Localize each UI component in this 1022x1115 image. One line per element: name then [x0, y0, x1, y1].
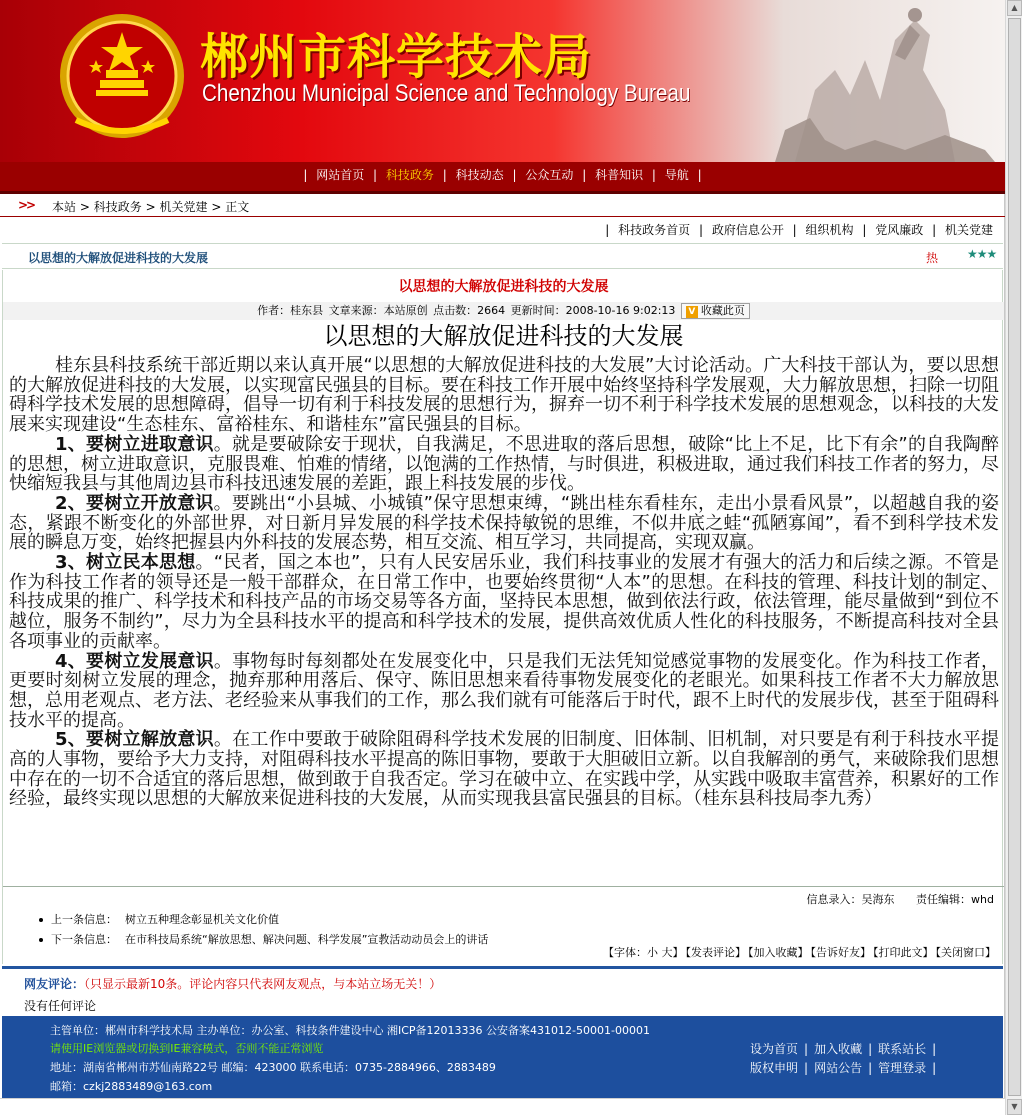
- paragraph: 桂东县科技系统干部近期以来认真开展“以思想的大解放促进科技的大发展”大讨论活动。广大科技干部认为，要以思想的大解放促进科技的大发展，以实现富民强县的目标。要在科技工作开展中始终坚持科学发展观，大力解放思想，扫除一切阻碍科学技术发展的思想障碍，倡导一切有利于科技发展的思想行为，摒弃一切不利于科学技术发展的思想观念，以科技的大发展来实现建设“生态桂东、富裕桂东、和谐桂东”富民强县的目标。: [9, 355, 999, 436]
- footer-line-browser-notice: 请使用IE浏览器或切换到IE兼容模式，否则不能正常浏览: [50, 1042, 324, 1055]
- font-size-tool[interactable]: 【字体：小 大】: [603, 946, 684, 959]
- paragraph: 2、要树立开放意识。要跳出“小县城、小城镇”保守思想束缚，“跳出桂东看桂东，走出小景看风景”，以超越自我的姿态，紧跟不断变化的外部世界，对日新月异发展的科学技术保持敏锐的思维，不似井底之蛙“孤陋寡闻”，看不到科学技术发展的瞬息万变，始终把握县内外科技的发展态势，相互交流、相互学习，共同提高，实现双赢。: [9, 492, 999, 554]
- post-comment-tool[interactable]: 【发表评论】: [685, 946, 746, 959]
- next-article-link[interactable]: 在市科技局系统“解放思想、解决问题、科学发展”宣教活动动员会上的讲话: [125, 933, 489, 946]
- main-nav: | 网站首页 | 科技政务 | 科技动态 | 公众互动 | 科普知识 | 导航 |: [0, 162, 1005, 194]
- comments-empty: 没有任何评论: [24, 999, 97, 1013]
- set-homepage-link[interactable]: 设为首页: [750, 1042, 799, 1056]
- subnav-info-disclosure[interactable]: 政府信息公开: [711, 223, 784, 237]
- breadcrumb-current: 正文: [225, 200, 250, 214]
- breadcrumb: >> 本站 > 科技政务 > 机关党建 > 正文: [18, 198, 250, 214]
- favorite-page-button[interactable]: V 收藏此页: [681, 303, 750, 319]
- subnav-party-building[interactable]: 机关党建: [944, 223, 993, 237]
- sub-nav: | 科技政务首页 | 政府信息公开 | 组织机构 | 党风廉政 | 机关党建: [605, 223, 993, 237]
- scroll-thumb[interactable]: [1008, 18, 1021, 1096]
- horizontal-scrollbar[interactable]: [0, 1098, 1005, 1115]
- article-red-title: 以思想的大解放促进科技的大发展: [398, 279, 609, 295]
- scroll-up-icon[interactable]: ▲: [1007, 0, 1022, 16]
- comments-section: [2, 966, 1003, 1016]
- paragraph: 3、树立民本思想。“民者，国之本也”，只有人民安居乐业，我们科技事业的发展才有强大的活力和后续之源。不管是作为科技工作者的领导还是一般干部群众，在日常工作中，也要始终贯彻“人本”的思想。在科技的管理、科技计划的制定、科技成果的推广、科学技术和科技产品的市场交易等各方面，坚持民本思想，做到依法行政，依法管理，能尽量做到“到位不越位，服务不制约”，尽力为全县科技水平的提高和科学技术的发展，提供高效优质人性化的科技服务，不断提高科技对全县各项事业的贡献率。: [9, 552, 999, 652]
- footer-links-row1: 设为首页 | 加入收藏 | 联系站长 |: [750, 1042, 937, 1056]
- bullet-icon: [39, 938, 43, 942]
- copyright-link[interactable]: 版权申明: [750, 1061, 799, 1075]
- article-credits: [3, 886, 1004, 906]
- subnav-integrity[interactable]: 党风廉政: [875, 223, 924, 237]
- nav-item-government[interactable]: 科技政务: [385, 168, 434, 182]
- footer-line-email: 邮箱：czkj2883489@163.com: [50, 1080, 213, 1093]
- article-tools: [3, 944, 1004, 962]
- add-favorite-tool[interactable]: 【加入收藏】: [748, 946, 809, 959]
- breadcrumb-arrows-icon: >>: [18, 198, 35, 212]
- nav-item-home[interactable]: 网站首页: [316, 168, 365, 182]
- rating-stars-icon: ★★★: [967, 247, 997, 261]
- next-article: 下一条信息： 在市科技局系统“解放思想、解决问题、科学发展”宣教活动动员会上的讲话: [39, 930, 488, 950]
- contact-admin-link[interactable]: 联系站长: [878, 1042, 927, 1056]
- tell-friend-tool[interactable]: 【告诉好友】: [810, 946, 871, 959]
- prev-article: 上一条信息： 树立五种理念彰显机关文化价值: [39, 910, 488, 930]
- print-tool[interactable]: 【打印此文】: [873, 946, 934, 959]
- footer-line-address: 地址：湖南省郴州市苏仙南路22号 邮编：423000 联系电话：0735-2884966、2883489: [50, 1061, 496, 1074]
- national-emblem-icon: [56, 10, 188, 142]
- breadcrumb-government[interactable]: 科技政务: [93, 200, 142, 214]
- subnav-government-home[interactable]: 科技政务首页: [618, 223, 691, 237]
- site-footer: [2, 1016, 1003, 1098]
- breadcrumb-home[interactable]: 本站: [52, 200, 77, 214]
- comments-notice: （只显示最新10条。评论内容只代表网友观点，与本站立场无关！）: [84, 977, 442, 991]
- meta-author: 作者：桂东县: [257, 304, 324, 317]
- admin-login-link[interactable]: 管理登录: [878, 1061, 927, 1075]
- favorite-icon: V: [686, 306, 698, 318]
- paragraph: 1、要树立进取意识。就是要破除安于现状，自我满足，不思进取的落后思想，破除“比上不足，比下有余”的自我陶醉的思想，树立进取意识，克服畏难、怕难的情绪，以饱满的工作热情，与时俱进，积极进取，通过我们科技工作者的努力，尽快缩短我县与其他周边县市科技迅速发展的差距，跟上科技发展的步伐。: [9, 433, 999, 495]
- nav-item-news[interactable]: 科技动态: [455, 168, 504, 182]
- paragraph: 4、要树立发展意识。事物每时每刻都处在发展变化中，只是我们无法凭知觉感觉事物的发展变化。作为科技工作者，更要时刻树立发展的理念，抛弃那种用落后、保守、陈旧思想来看待事物发展变化的老眼光。如果科技工作者不大力解放思想，总用老观点、老方法、老经验来从事我们的工作，那么我们就有可能落后于时代，跟不上时代的发展步伐，甚至于阻碍科技水平的提高。: [9, 650, 999, 731]
- meta-updated: 更新时间：2008-10-16 9:02:13: [510, 304, 676, 317]
- subnav-organization[interactable]: 组织机构: [805, 223, 854, 237]
- add-favorite-link[interactable]: 加入收藏: [814, 1042, 863, 1056]
- site-title: 郴州市科学技术局: [200, 29, 593, 85]
- entered-by: 信息录入：吴海东: [806, 893, 895, 906]
- article-content: [9, 356, 999, 809]
- editor: 责任编辑：whd: [916, 893, 994, 906]
- nav-item-science[interactable]: 科普知识: [595, 168, 644, 182]
- meta-source: 文章来源：本站原创: [328, 304, 428, 317]
- close-window-tool[interactable]: 【关闭窗口】: [935, 946, 996, 959]
- article-title: 以思想的大解放促进科技的大发展: [323, 322, 684, 350]
- article-bar-title: 以思想的大解放促进科技的大发展: [28, 251, 209, 265]
- breadcrumb-party[interactable]: 机关党建: [159, 200, 208, 214]
- statues-decoration-icon: [755, 0, 1005, 162]
- nav-item-guide[interactable]: 导航: [664, 168, 689, 182]
- footer-line-sponsor: 主管单位：郴州市科学技术局 主办单位：办公室、科技条件建设中心 湘ICP备12013336 公安备案431012-50001-00001: [50, 1024, 650, 1037]
- article: [2, 270, 1003, 964]
- hot-badge: 热: [926, 251, 939, 265]
- meta-clicks: 点击数：2664: [433, 304, 506, 317]
- site-header: [0, 0, 1005, 162]
- footer-links-row2: 版权申明 | 网站公告 | 管理登录 |: [750, 1061, 937, 1075]
- site-subtitle: Chenzhou Municipal Science and Technology Bureau: [202, 80, 691, 107]
- announcement-link[interactable]: 网站公告: [814, 1061, 863, 1075]
- bullet-icon: [39, 918, 43, 922]
- nav-item-interaction[interactable]: 公众互动: [525, 168, 574, 182]
- paragraph: 5、要树立解放意识。在工作中要敢于破除阻碍科学技术发展的旧制度、旧体制、旧机制，对只要是有利于科技水平提高的人事物，要给予大力支持，对阻碍科技水平提高的陈旧事物，要敢于大胆破旧立新。以自我解剖的勇气，来破除我们思想中存在的一切不合适宜的落后思想，做到敢于自我否定。学习在破中立、在实践中学，从实践中吸取丰富营养，积累好的工作经验，最终实现以思想的大解放来促进科技的大发展，从而实现我县富民强县的目标。（桂东县科技局李九秀）: [9, 729, 999, 810]
- article-title-bar: [2, 243, 1003, 269]
- comments-label: 网友评论：: [24, 977, 85, 991]
- vertical-scrollbar[interactable]: [1005, 0, 1022, 1115]
- prev-article-link[interactable]: 树立五种理念彰显机关文化价值: [125, 913, 279, 926]
- divider: [0, 216, 1005, 217]
- scroll-down-icon[interactable]: ▼: [1007, 1099, 1022, 1115]
